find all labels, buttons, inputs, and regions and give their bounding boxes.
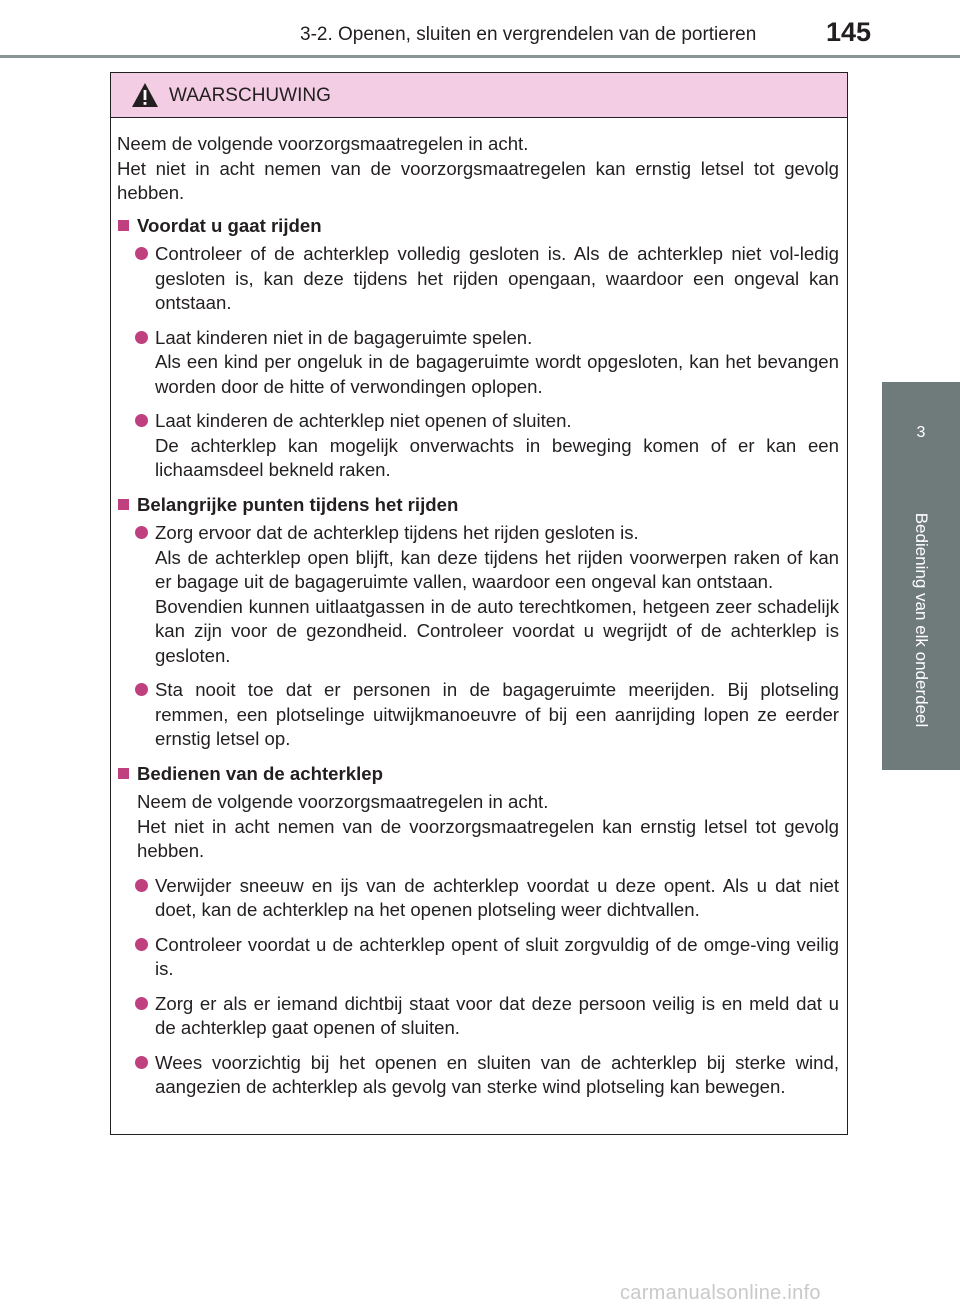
round-bullet-icon	[135, 247, 148, 260]
bullet-item	[117, 242, 839, 316]
section-title	[117, 762, 839, 787]
section-text-line: Het niet in acht nemen van de voorzorgsmaatregelen kan ernstig letsel tot gevolg hebben.	[137, 815, 839, 861]
round-bullet-icon	[135, 997, 148, 1010]
warning-sections	[117, 214, 839, 1100]
warning-triangle-icon	[131, 82, 159, 108]
bullet-text: De achterklep kan mogelijk onverwachts in beweging komen of er kan een lichaamsdeel bekneld raken.	[155, 434, 839, 480]
square-bullet-icon	[118, 768, 129, 779]
round-bullet-icon	[135, 526, 148, 539]
bullet-text: Zorg er als er iemand dichtbij staat voor dat deze persoon veilig is en meld dat u de achterklep gaat openen of sluiten.	[155, 992, 839, 1038]
chapter-label: Bediening van elk onderdeel	[912, 512, 931, 728]
bullet-text: Controleer of de achterklep volledig gesloten is. Als de achterklep niet vol-ledig gesloten is, kan deze tijdens het rijden opengaan, waardoor een ongeval kan ontstaan.	[155, 243, 839, 313]
bullet-item	[117, 1051, 839, 1100]
round-bullet-icon	[135, 331, 148, 344]
bullet-item	[117, 992, 839, 1041]
bullet-text: Laat kinderen de achterklep niet openen of sluiten.	[155, 410, 572, 431]
square-bullet-icon	[118, 499, 129, 510]
section-text-line: Neem de volgende voorzorgsmaatregelen in acht.	[137, 791, 549, 812]
bullet-text: Sta nooit toe dat er personen in de bagageruimte meerijden. Bij plotseling remmen, een plotselinge uitwijkmanoeuvre of bij een aanrijding lopen ze eerder ernstig letsel op.	[155, 679, 839, 749]
section-title	[117, 493, 839, 518]
warning-body	[111, 118, 847, 1100]
bullet-item	[117, 678, 839, 752]
bullet-item	[117, 933, 839, 982]
round-bullet-icon	[135, 938, 148, 951]
bullet-text: Controleer voordat u de achterklep opent of sluit zorgvuldig of de omge-ving veilig is.	[155, 933, 839, 979]
square-bullet-icon	[118, 220, 129, 231]
round-bullet-icon	[135, 1056, 148, 1069]
bullet-text: Laat kinderen niet in de bagageruimte spelen.	[155, 326, 533, 348]
round-bullet-icon	[135, 683, 148, 696]
bullet-item	[117, 874, 839, 923]
bullet-text: Bovendien kunnen uitlaatgassen in de auto terechtkomen, hetgeen zeer schadelijk kan zijn voor de gezondheid. Controleer voordat u wegrijdt of de achterklep is gesloten.	[155, 595, 839, 666]
round-bullet-icon	[135, 414, 148, 427]
bullet-text: Als de achterklep open blijft, kan deze tijdens het rijden voorwerpen raken of kan er bagage uit de bagageruimte vallen, waardoor een ongeval kan ontstaan.	[155, 546, 839, 592]
bullet-text: Zorg ervoor dat de achterklep tijdens het rijden gesloten is.	[155, 522, 639, 543]
warning-box	[110, 72, 848, 1135]
section-text	[117, 790, 839, 864]
chapter-side-tab	[882, 382, 960, 770]
bullet-item	[117, 326, 839, 400]
warning-intro	[117, 132, 839, 206]
section-title-text: Voordat u gaat rijden	[137, 214, 322, 236]
section-title-text: Bedienen van de achterklep	[137, 762, 383, 784]
page-number: 145	[826, 17, 872, 47]
round-bullet-icon	[135, 879, 148, 892]
chapter-number: 3	[916, 424, 926, 441]
bullet-text: Verwijder sneeuw en ijs van de achterklep voordat u deze opent. Als u dat niet doet, kan de achterklep na het openen plotseling weer dichtvallen.	[155, 874, 839, 920]
section-title-text: Belangrijke punten tijdens het rijden	[137, 493, 459, 515]
bullet-text: Wees voorzichtig bij het openen en sluiten van de achterklep bij sterke wind, aangezien de achterklep als gevolg van sterke wind plotseling kan bewegen.	[155, 1051, 839, 1097]
intro-line: Neem de volgende voorzorgsmaatregelen in acht.	[117, 133, 529, 154]
watermark: carmanualsonline.info	[620, 1282, 821, 1304]
bullet-item	[117, 409, 839, 483]
header-divider	[0, 55, 960, 58]
warning-header	[111, 73, 847, 118]
page-header-title: 3-2. Openen, sluiten en vergrendelen van de portieren	[300, 24, 757, 45]
bullet-item	[117, 521, 839, 668]
intro-line: Het niet in acht nemen van de voorzorgsmaatregelen kan ernstig letsel tot gevolg hebben.	[117, 157, 839, 203]
bullet-text: Als een kind per ongeluk in de bagageruimte wordt opgesloten, kan het bevangen worden door de hitte of verwondingen oplopen.	[155, 351, 839, 397]
section-title	[117, 214, 839, 239]
warning-title: WAARSCHUWING	[169, 85, 331, 106]
